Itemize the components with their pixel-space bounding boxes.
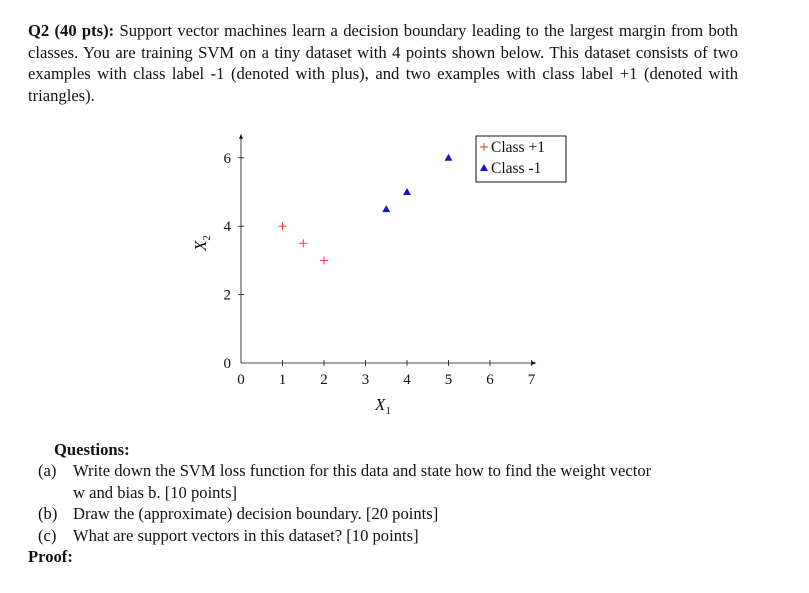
chart-ticks xyxy=(224,151,536,388)
x-tick-label: 1 xyxy=(278,372,287,388)
data-point-triangle xyxy=(445,154,453,161)
data-point-plus xyxy=(279,222,287,230)
y-tick-label: 4 xyxy=(223,219,231,236)
legend-label: Class +1 xyxy=(491,139,545,156)
chart-marks xyxy=(279,154,453,265)
legend-label: Class -1 xyxy=(491,160,542,177)
question-a-label: (a) xyxy=(38,461,57,480)
data-point-triangle xyxy=(382,205,390,212)
data-point-plus xyxy=(299,239,307,247)
x-tick-label: 2 xyxy=(320,372,328,388)
chart-legend xyxy=(476,136,566,182)
x-tick-label: 5 xyxy=(444,372,453,388)
x-tick-label: 4 xyxy=(403,372,411,388)
question-c-label: (c) xyxy=(38,526,57,545)
question-heading: Q2 (40 pts): xyxy=(28,21,115,40)
y-tick-label: 2 xyxy=(223,287,231,304)
data-point-triangle xyxy=(403,188,411,195)
question-a-line1: Write down the SVM loss function for this data and state how to find the weight vector xyxy=(73,461,652,480)
x-axis-arrow xyxy=(532,361,537,365)
x-tick-label: 3 xyxy=(361,372,370,388)
question-text: Support vector machines learn a decision boundary leading to the largest margin from both classes. You are training SVM on a tiny dataset with 4 points shown below. This dataset consists of two examples with class label -1 (denoted with plus), and two examples with class label +1 (denoted with triangles). xyxy=(28,21,738,105)
x-tick-label: 7 xyxy=(527,372,536,388)
questions-title: Questions: xyxy=(54,440,130,459)
y-tick-label: 6 xyxy=(223,150,231,167)
x-tick-label: 0 xyxy=(237,372,245,388)
question-a-line2: w and bias b. [10 points] xyxy=(73,483,238,502)
x-axis-label: $X_1$ xyxy=(375,395,391,417)
question-c-text: What are support vectors in this dataset? [10 points] xyxy=(73,526,419,545)
y-axis-arrow xyxy=(239,134,243,139)
question-b-label: (b) xyxy=(38,504,58,523)
x-tick-label: 6 xyxy=(486,372,494,388)
proof-label: Proof: xyxy=(28,547,73,566)
question-b-text: Draw the (approximate) decision boundary. [20 points] xyxy=(73,504,439,523)
y-axis-label: $X_2$ xyxy=(191,235,213,251)
y-tick-label: 0 xyxy=(223,356,231,372)
data-point-plus xyxy=(320,256,328,264)
